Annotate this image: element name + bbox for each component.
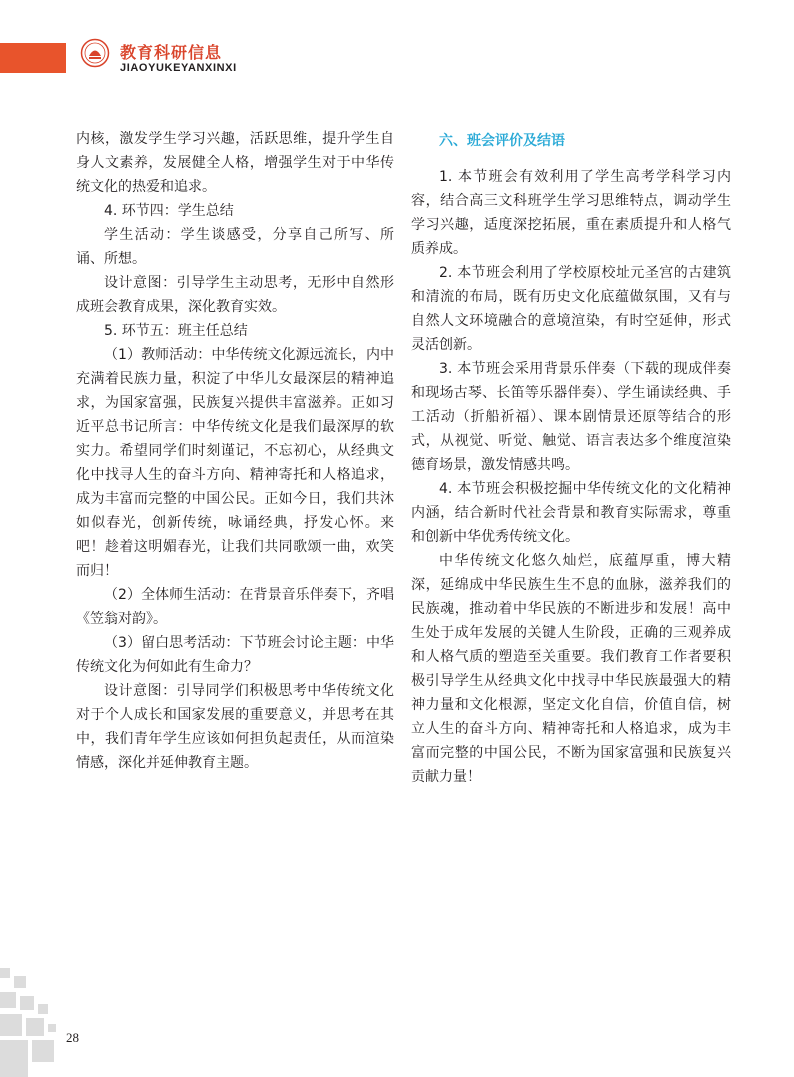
body-paragraph: （2）全体师生活动：在背景音乐伴奏下，齐唱《笠翁对韵》。 xyxy=(76,587,394,627)
section-heading: 六、班会评价及结语 xyxy=(439,133,565,149)
section-item-4: 4. 环节四：学生总结 xyxy=(104,203,234,219)
section-item-5: 5. 环节五：班主任总结 xyxy=(104,323,248,339)
page-number: 28 xyxy=(66,1030,79,1045)
school-emblem-icon xyxy=(80,38,110,68)
evaluation-item-3: 3. 本节班会采用背景乐伴奏（下载的现成伴奏和现场古琴、长笛等乐器伴奏）、学生诵读经典、手工活动（折船祈福）、课本剧情景还原等结合的形式，从视觉、听觉、触觉、语言表达多个维度渲染德育场景，激发情感共鸣。 xyxy=(411,361,731,473)
body-paragraph: 设计意图：引导同学们积极思考中华传统文化对于个人成长和国家发展的重要意义，并思考在其中，我们青年学生应该如何担负起责任，从而渲染情感，深化并延伸教育主题。 xyxy=(76,683,394,771)
body-paragraph: 内核，激发学生学习兴趣，活跃思维，提升学生自身人文素养，发展健全人格，增强学生对于中华传统文化的热爱和追求。 xyxy=(76,131,394,195)
evaluation-item-1: 1. 本节班会有效利用了学生高考学科学习内容，结合高三文科班学生学习思维特点，调动学生学习兴趣，适度深挖拓展，重在素质提升和人格气质养成。 xyxy=(411,169,731,257)
evaluation-item-4: 4. 本节班会积极挖掘中华传统文化的文化精神内涵，结合新时代社会背景和教育实际需求，尊重和创新中华优秀传统文化。 xyxy=(411,481,731,545)
right-column xyxy=(411,127,731,789)
header-accent-bar xyxy=(0,43,66,73)
body-paragraph: 设计意图：引导学生主动思考，无形中自然形成班会教育成果，深化教育实效。 xyxy=(76,275,394,315)
left-column xyxy=(76,127,394,775)
header-subtitle: JIAOYUKEYANXINXI xyxy=(120,62,237,74)
evaluation-item-2: 2. 本节班会利用了学校原校址元圣宫的古建筑和清流的布局，既有历史文化底蕴做氛围，又有与自然人文环境融合的意境渲染，有时空延伸，形式灵活创新。 xyxy=(411,265,731,353)
conclusion-paragraph: 中华传统文化悠久灿烂，底蕴厚重，博大精深，延绵成中华民族生生不息的血脉，滋养我们的民族魂，推动着中华民族的不断进步和发展！高中生处于成年发展的关键人生阶段，正确的三观养成和人格气质的塑造至关重要。我们教育工作者要积极引导学生从经典文化中找寻中华民族最强大的精神力量和文化根源，坚定文化自信，价值自信，树立人生的奋斗方向、精神寄托和人格追求，成为丰富而完整的中国公民，不断为国家富强和民族复兴贡献力量！ xyxy=(411,553,731,785)
body-paragraph: 学生活动：学生谈感受，分享自己所写、所诵、所想。 xyxy=(76,227,394,267)
body-paragraph: （1）教师活动：中华传统文化源远流长，内中充满着民族力量，积淀了中华儿女最深层的精神追求，为国家富强，民族复兴提供丰富滋养。正如习近平总书记所言：中华传统文化是我们最深厚的软实力。希望同学们时刻谨记，不忘初心，从经典文化中找寻人生的奋斗方向、精神寄托和人格追求，成为丰富而完整的中国公民。正如今日，我们共沐如似春光，创新传统，咏诵经典，抒发心怀。来吧！趁着这明媚春光，让我们共同歌颂一曲，欢笑而归！ xyxy=(76,347,394,579)
body-paragraph: （3）留白思考活动：下节班会讨论主题：中华传统文化为何如此有生命力？ xyxy=(76,635,394,675)
header-title: 教育科研信息 xyxy=(120,43,223,62)
